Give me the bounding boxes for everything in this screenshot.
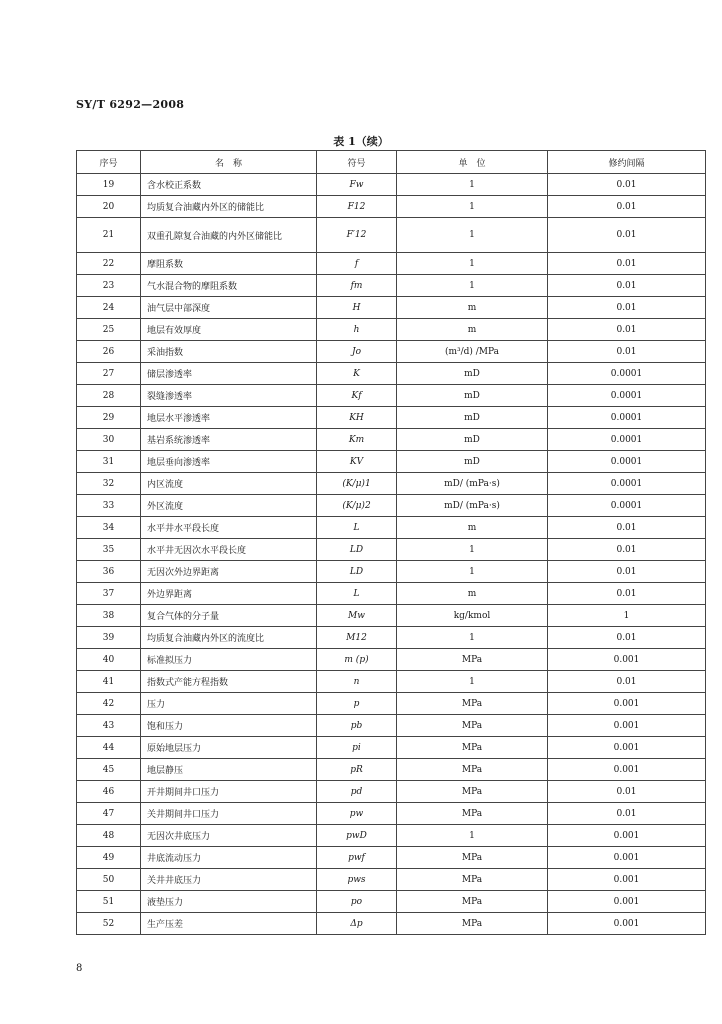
- row-name: 外边界距离: [141, 583, 317, 605]
- row-unit: mD: [397, 385, 548, 407]
- row-unit: (m³/d) /MPa: [397, 341, 548, 363]
- row-symbol: pws: [317, 869, 397, 891]
- row-name: 井底流动压力: [141, 847, 317, 869]
- row-name: 原始地层压力: [141, 737, 317, 759]
- row-name: 裂缝渗透率: [141, 385, 317, 407]
- row-precision: 0.01: [548, 319, 706, 341]
- table-row: [77, 363, 706, 385]
- table-row: [77, 297, 706, 319]
- row-name: 摩阻系数: [141, 253, 317, 275]
- row-unit: mD: [397, 407, 548, 429]
- row-num: 32: [77, 473, 141, 495]
- row-unit: MPa: [397, 803, 548, 825]
- row-name: 储层渗透率: [141, 363, 317, 385]
- row-name: 油气层中部深度: [141, 297, 317, 319]
- row-precision: 0.0001: [548, 385, 706, 407]
- table-row: [77, 803, 706, 825]
- row-name: 无因次井底压力: [141, 825, 317, 847]
- row-precision: 0.001: [548, 869, 706, 891]
- row-precision: 0.0001: [548, 451, 706, 473]
- row-name: 地层有效厚度: [141, 319, 317, 341]
- table-row: [77, 759, 706, 781]
- row-num: 26: [77, 341, 141, 363]
- row-symbol: Δp: [317, 913, 397, 935]
- table-caption: 表 1（续）: [333, 135, 389, 148]
- row-precision: 0.0001: [548, 407, 706, 429]
- row-num: 35: [77, 539, 141, 561]
- row-num: 42: [77, 693, 141, 715]
- row-unit: mD: [397, 429, 548, 451]
- row-precision: 0.01: [548, 341, 706, 363]
- row-symbol: n: [317, 671, 397, 693]
- row-num: 37: [77, 583, 141, 605]
- row-symbol: pwf: [317, 847, 397, 869]
- row-symbol: H: [317, 297, 397, 319]
- row-name: 双重孔隙复合油藏的内外区储能比: [141, 218, 317, 253]
- row-name: 关井期间井口压力: [141, 803, 317, 825]
- row-num: 29: [77, 407, 141, 429]
- row-unit: 1: [397, 627, 548, 649]
- row-symbol: (K/μ)2: [317, 495, 397, 517]
- row-unit: m: [397, 583, 548, 605]
- row-precision: 0.0001: [548, 495, 706, 517]
- row-symbol: pw: [317, 803, 397, 825]
- row-symbol: Fw: [317, 174, 397, 196]
- row-symbol: p: [317, 693, 397, 715]
- row-unit: MPa: [397, 737, 548, 759]
- table-row: [77, 253, 706, 275]
- row-precision: 0.001: [548, 759, 706, 781]
- row-num: 39: [77, 627, 141, 649]
- header-precision: 修约间隔: [548, 151, 706, 174]
- row-num: 23: [77, 275, 141, 297]
- row-precision: 0.001: [548, 737, 706, 759]
- row-num: 30: [77, 429, 141, 451]
- row-symbol: L: [317, 583, 397, 605]
- row-precision: 0.001: [548, 715, 706, 737]
- row-unit: MPa: [397, 847, 548, 869]
- row-precision: 0.001: [548, 693, 706, 715]
- row-precision: 0.0001: [548, 473, 706, 495]
- row-precision: 0.001: [548, 891, 706, 913]
- row-num: 50: [77, 869, 141, 891]
- row-precision: 0.01: [548, 539, 706, 561]
- table-row: [77, 693, 706, 715]
- table-row: [77, 671, 706, 693]
- row-num: 38: [77, 605, 141, 627]
- row-unit: m: [397, 319, 548, 341]
- row-unit: mD: [397, 363, 548, 385]
- row-symbol: pR: [317, 759, 397, 781]
- row-symbol: Mw: [317, 605, 397, 627]
- row-precision: 0.01: [548, 196, 706, 218]
- header-symbol: 符号: [317, 151, 397, 174]
- row-precision: 0.01: [548, 174, 706, 196]
- row-precision: 0.01: [548, 561, 706, 583]
- row-num: 20: [77, 196, 141, 218]
- table-row: [77, 275, 706, 297]
- table-row: [77, 429, 706, 451]
- row-symbol: L: [317, 517, 397, 539]
- row-unit: MPa: [397, 649, 548, 671]
- table-row: [77, 174, 706, 196]
- table-row: [77, 539, 706, 561]
- table-row: [77, 715, 706, 737]
- row-symbol: pwD: [317, 825, 397, 847]
- table-header-row: [77, 151, 706, 174]
- row-name: 水平井无因次水平段长度: [141, 539, 317, 561]
- row-unit: 1: [397, 253, 548, 275]
- header-num: 序号: [77, 151, 141, 174]
- row-unit: mD/ (mPa·s): [397, 473, 548, 495]
- row-symbol: F12: [317, 196, 397, 218]
- row-precision: 0.001: [548, 825, 706, 847]
- table-row: [77, 196, 706, 218]
- row-name: 均质复合油藏内外区的流度比: [141, 627, 317, 649]
- row-precision: 0.001: [548, 913, 706, 935]
- row-unit: mD: [397, 451, 548, 473]
- table-row: [77, 385, 706, 407]
- row-name: 生产压差: [141, 913, 317, 935]
- row-name: 气水混合物的摩阻系数: [141, 275, 317, 297]
- table-row: [77, 561, 706, 583]
- row-num: 51: [77, 891, 141, 913]
- row-num: 21: [77, 218, 141, 253]
- table-row: [77, 737, 706, 759]
- row-name: 采油指数: [141, 341, 317, 363]
- row-num: 27: [77, 363, 141, 385]
- row-symbol: m (p): [317, 649, 397, 671]
- row-symbol: LD: [317, 539, 397, 561]
- row-name: 液垫压力: [141, 891, 317, 913]
- row-num: 43: [77, 715, 141, 737]
- row-unit: 1: [397, 275, 548, 297]
- row-name: 含水校正系数: [141, 174, 317, 196]
- row-precision: 0.01: [548, 583, 706, 605]
- table-row: [77, 847, 706, 869]
- document-code: SY/T 6292—2008: [76, 98, 185, 111]
- row-symbol: pi: [317, 737, 397, 759]
- table-row: [77, 517, 706, 539]
- table-row: [77, 218, 706, 253]
- row-precision: 0.0001: [548, 363, 706, 385]
- row-symbol: KH: [317, 407, 397, 429]
- table-row: [77, 825, 706, 847]
- row-unit: kg/kmol: [397, 605, 548, 627]
- row-precision: 0.01: [548, 671, 706, 693]
- row-num: 19: [77, 174, 141, 196]
- row-num: 41: [77, 671, 141, 693]
- row-precision: 1: [548, 605, 706, 627]
- table-row: [77, 869, 706, 891]
- row-symbol: pd: [317, 781, 397, 803]
- row-unit: 1: [397, 174, 548, 196]
- row-num: 44: [77, 737, 141, 759]
- row-symbol: fm: [317, 275, 397, 297]
- row-symbol: pb: [317, 715, 397, 737]
- table-row: [77, 341, 706, 363]
- row-symbol: h: [317, 319, 397, 341]
- row-unit: MPa: [397, 759, 548, 781]
- row-num: 47: [77, 803, 141, 825]
- row-unit: m: [397, 297, 548, 319]
- table-row: [77, 473, 706, 495]
- row-precision: 0.0001: [548, 429, 706, 451]
- table-row: [77, 627, 706, 649]
- row-unit: 1: [397, 218, 548, 253]
- table-row: [77, 605, 706, 627]
- row-num: 49: [77, 847, 141, 869]
- row-unit: MPa: [397, 913, 548, 935]
- row-precision: 0.01: [548, 275, 706, 297]
- row-symbol: KV: [317, 451, 397, 473]
- table-row: [77, 891, 706, 913]
- header-unit: 单 位: [397, 151, 548, 174]
- row-symbol: Jo: [317, 341, 397, 363]
- row-name: 关井井底压力: [141, 869, 317, 891]
- row-num: 28: [77, 385, 141, 407]
- table-row: [77, 407, 706, 429]
- row-name: 外区流度: [141, 495, 317, 517]
- row-unit: 1: [397, 539, 548, 561]
- row-num: 46: [77, 781, 141, 803]
- row-unit: 1: [397, 561, 548, 583]
- row-precision: 0.01: [548, 218, 706, 253]
- row-symbol: K: [317, 363, 397, 385]
- row-symbol: f: [317, 253, 397, 275]
- row-precision: 0.01: [548, 297, 706, 319]
- row-name: 压力: [141, 693, 317, 715]
- row-unit: MPa: [397, 693, 548, 715]
- row-precision: 0.01: [548, 253, 706, 275]
- row-num: 24: [77, 297, 141, 319]
- row-name: 基岩系统渗透率: [141, 429, 317, 451]
- row-name: 水平井水平段长度: [141, 517, 317, 539]
- row-symbol: (K/μ)1: [317, 473, 397, 495]
- row-precision: 0.001: [548, 847, 706, 869]
- table-row: [77, 583, 706, 605]
- row-unit: 1: [397, 825, 548, 847]
- row-name: 标准拟压力: [141, 649, 317, 671]
- row-unit: mD/ (mPa·s): [397, 495, 548, 517]
- row-num: 45: [77, 759, 141, 781]
- row-num: 22: [77, 253, 141, 275]
- page-number: 8: [76, 963, 83, 974]
- row-unit: MPa: [397, 891, 548, 913]
- row-num: 36: [77, 561, 141, 583]
- table-row: [77, 451, 706, 473]
- header-name: 名 称: [141, 151, 317, 174]
- row-symbol: po: [317, 891, 397, 913]
- row-unit: m: [397, 517, 548, 539]
- row-num: 25: [77, 319, 141, 341]
- symbols-table: [76, 150, 706, 935]
- table-body: [77, 174, 706, 935]
- row-symbol: M12: [317, 627, 397, 649]
- row-symbol: Kf: [317, 385, 397, 407]
- row-name: 复合气体的分子量: [141, 605, 317, 627]
- row-name: 无因次外边界距离: [141, 561, 317, 583]
- row-num: 52: [77, 913, 141, 935]
- row-name: 地层水平渗透率: [141, 407, 317, 429]
- row-unit: 1: [397, 671, 548, 693]
- row-name: 内区流度: [141, 473, 317, 495]
- table-row: [77, 649, 706, 671]
- row-num: 40: [77, 649, 141, 671]
- row-num: 31: [77, 451, 141, 473]
- row-name: 均质复合油藏内外区的储能比: [141, 196, 317, 218]
- row-symbol: Km: [317, 429, 397, 451]
- row-unit: MPa: [397, 781, 548, 803]
- row-name: 地层垂向渗透率: [141, 451, 317, 473]
- row-name: 指数式产能方程指数: [141, 671, 317, 693]
- row-unit: MPa: [397, 869, 548, 891]
- row-name: 饱和压力: [141, 715, 317, 737]
- row-precision: 0.001: [548, 649, 706, 671]
- row-num: 48: [77, 825, 141, 847]
- row-name: 开井期间井口压力: [141, 781, 317, 803]
- row-unit: MPa: [397, 715, 548, 737]
- row-num: 34: [77, 517, 141, 539]
- row-symbol: LD: [317, 561, 397, 583]
- table-row: [77, 319, 706, 341]
- table-row: [77, 495, 706, 517]
- table-row: [77, 913, 706, 935]
- row-precision: 0.01: [548, 803, 706, 825]
- row-name: 地层静压: [141, 759, 317, 781]
- row-precision: 0.01: [548, 517, 706, 539]
- row-precision: 0.01: [548, 627, 706, 649]
- row-symbol: F′12: [317, 218, 397, 253]
- table-row: [77, 781, 706, 803]
- row-unit: 1: [397, 196, 548, 218]
- row-num: 33: [77, 495, 141, 517]
- row-precision: 0.01: [548, 781, 706, 803]
